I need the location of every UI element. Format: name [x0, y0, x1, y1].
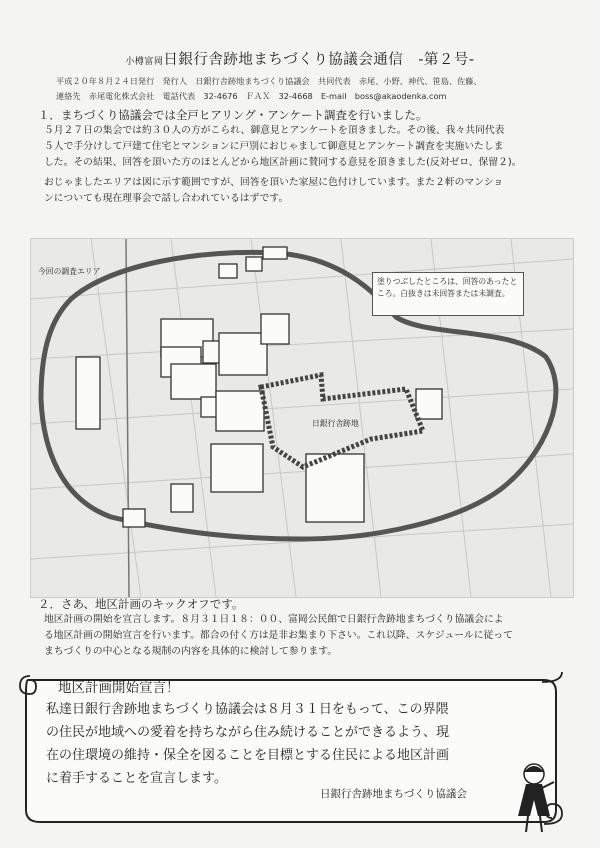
title-main: 日銀行舎跡地まちづくり協議会通信 -第２号-: [163, 52, 475, 68]
newsletter-title: [0, 48, 600, 69]
section2-line-3: まちづくりの中心となる規制の内容を具体的に検討して参ります。: [44, 646, 338, 657]
declaration-line-4: に着手することを宣言します。: [46, 771, 227, 786]
declaration-text: [46, 698, 558, 790]
declaration-line-1: 私達日銀行舎跡地まちづくり協議会は８月３１日をもって、この界隈: [46, 702, 449, 717]
section2-line-2: る地区計画の開始宣言を行います。都合の付く方は是非お集まり下さい。これ以降、スケジュールに従って: [44, 630, 513, 641]
section2-line-1: 地区計画の開始を宣言します。８月３１日１８：００、富岡公民館で日銀行舎跡地まちづくり協議会によ: [44, 614, 504, 625]
section1-line-1: ５月２７日の集会では約３０人の方がこられ、御意見とアンケートを頂きました。その後、我々共同代表: [44, 125, 505, 136]
section1-heading: １．まちづくり協議会では全戸ヒアリング・アンケート調査を行いました。: [38, 108, 428, 122]
declaration-line-2: の住民が地域への愛着を持ちながら住み続けることができるよう、現: [46, 725, 450, 740]
declaration-line-3: 在の住環境の維持・保全を図ることを目標とする住民による地区計画: [46, 748, 450, 763]
declaration-signature: 日銀行舎跡地まちづくり協議会: [320, 788, 467, 800]
cartoon-figure-illustration: [510, 760, 558, 836]
declaration-title: 地区計画開始宣言！: [58, 680, 180, 696]
survey-area-label: 今回の調査エリア: [38, 267, 101, 276]
section1-line-3: した。その結果、回答を頂いた方のほとんどから地区計画に賛同する意見を頂きました(反対ゼロ、保留２)。: [44, 157, 522, 168]
map-legend-note: 塗りつぶしたところは、回答のあったところ。白抜きは未回答または未調査。: [372, 272, 524, 316]
section1-line-2: ５人で手分けして戸建て住宅とマンションに戸別におじゃまして御意見とアンケート調査を実施いたしま: [44, 141, 504, 152]
section2-heading: ２．さあ、地区計画のキックオフです。: [38, 597, 244, 611]
contact-line: 連絡先 赤尾電化株式会社 電話代表 32-4676 ＦＡＸ 32-4668 E-mail boss@akaodenka.com: [56, 91, 447, 101]
publisher-line: 平成２０年８月２４日発行 発行人 日銀行舎跡地まちづくり協議会 共同代表 赤尾、小野、神代、笹島、佐藤、: [56, 76, 482, 86]
section1-line-5: ンについても現在理事会で話し合われているはずです。: [44, 193, 289, 204]
title-prefix: 小樽富岡: [125, 57, 164, 67]
site-label: 日銀行舎跡地: [312, 419, 359, 428]
section1-line-4: おじゃましたエリアは図に示す範囲ですが、回答を頂いた家屋に色付けしています。また２軒のマンショ: [44, 177, 504, 188]
